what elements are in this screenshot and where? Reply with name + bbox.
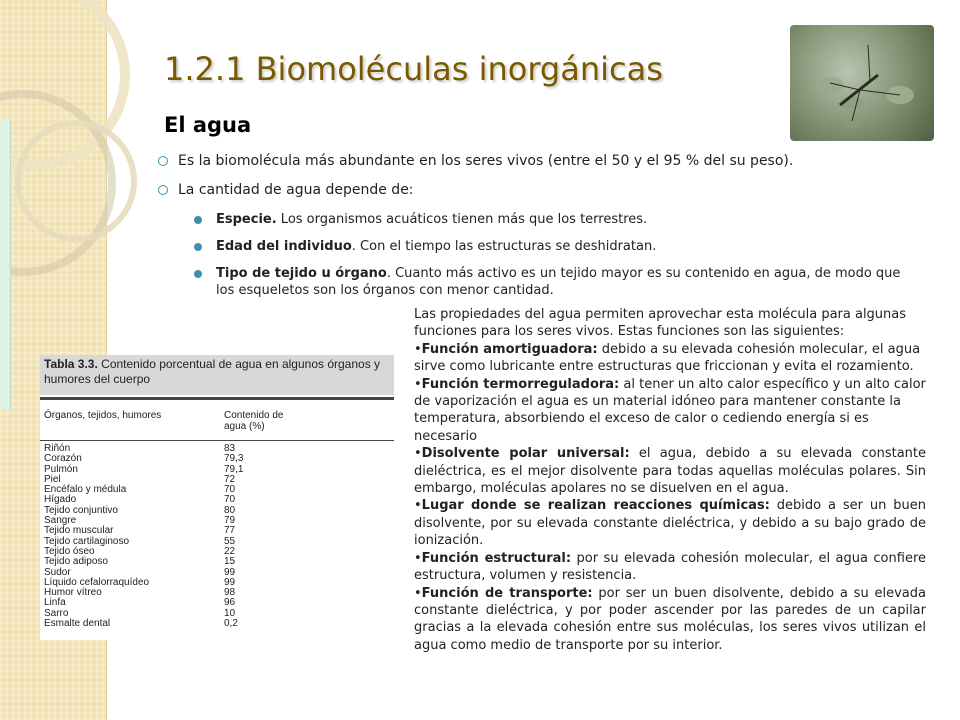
column-header-organ: Órganos, tejidos, humores: [44, 410, 162, 421]
sub-bullet-text: Los organismos acuáticos tienen más que los terrestres.: [276, 212, 648, 227]
water-strider-photo: [790, 25, 934, 141]
table-row: [44, 506, 390, 516]
sub-bullet-text: . Cuanto más activo es un tejido mayor es su contenido en agua, de modo que los esqueletos son los órganos con menor cantidad.: [216, 266, 901, 298]
sub-bullet-tejido: [216, 265, 906, 299]
table-row: [44, 485, 390, 495]
function-text: el agua, debido a su elevada constante dieléctrica, es el mejor disolvente para todas aquellas moléculas polares. Sin embargo, moléculas apolares no se disuelven en el agua.: [414, 446, 926, 497]
function-item: •Función amortiguadora: debido a su elevada cohesión molecular, el agua sirve como lubricante entre estructuras que friccionan y evita el rozamiento.: [414, 341, 921, 375]
section-subtitle: El agua: [164, 113, 252, 137]
table-row: [44, 537, 390, 547]
organ-cell: Tejido adiposo: [44, 556, 108, 568]
organ-cell: Sangre: [44, 515, 77, 527]
sub-bullet-term: Tipo de tejido u órgano: [216, 266, 387, 281]
value-cell: 79: [224, 515, 236, 527]
bullet-dot-icon: [194, 270, 202, 278]
table-row: [44, 619, 390, 629]
function-item: •Función estructural: por su elevada cohesión molecular, el agua confiere estructura, volumen y resistencia.: [414, 550, 926, 584]
sub-bullet-term: Especie.: [216, 212, 277, 227]
functions-text-block: [414, 306, 926, 654]
column-header-water: Contenido de agua (%): [224, 410, 284, 432]
value-cell: 83: [224, 443, 236, 454]
function-text: por ser un buen disolvente, debido a su elevada constante dieléctrica, y por poder ascender por las paredes de un capilar gracias a la elevada cohesión entre sus moléculas, los seres vivos utilizan el agua como medio de transporte por su interior.: [414, 585, 926, 653]
organ-cell: Tejido muscular: [44, 525, 114, 537]
function-title: Función termorreguladora:: [421, 376, 620, 392]
table-row: [44, 454, 390, 464]
table-caption-text: Contenido porcentual de agua en algunos órganos y humores del cuerpo: [44, 357, 381, 386]
bullet-dot-icon: [194, 216, 202, 224]
organ-cell: Tejido cartilaginoso: [44, 535, 130, 547]
bullet-circle-icon: [158, 156, 168, 166]
table-row: [44, 588, 390, 598]
value-cell: 10: [224, 607, 236, 619]
organ-cell: Encéfalo y médula: [44, 484, 127, 496]
decorative-green-strip: [0, 120, 11, 410]
table-row: [44, 557, 390, 567]
organ-cell: Tejido óseo: [44, 545, 95, 557]
bullet-depends: [178, 182, 414, 198]
organ-cell: Líquido cefalorraquídeo: [44, 576, 150, 588]
function-text: debido a ser un buen disolvente, por su elevada constante dieléctrica, y debido a su bajo grado de ionización.: [414, 498, 926, 549]
bullet-text: Es la biomolécula más abundante en los seres vivos (entre el 50 y el 95 % del su peso).: [178, 153, 794, 169]
table-caption: [40, 355, 394, 395]
value-cell: 98: [224, 587, 236, 599]
organ-cell: Corazón: [44, 453, 82, 465]
value-cell: 15: [224, 556, 236, 568]
organ-cell: Sarro: [44, 607, 69, 619]
bullet-dot-icon: [194, 243, 202, 251]
function-title: Función de transporte:: [421, 585, 593, 601]
organ-cell: Sudor: [44, 566, 71, 578]
organ-cell: Hígado: [44, 494, 77, 506]
table-row: [44, 444, 390, 454]
function-title: Lugar donde se realizan reacciones químicas:: [421, 498, 770, 514]
bullet-text: La cantidad de agua depende de:: [178, 182, 414, 198]
organ-cell: Pulmón: [44, 463, 78, 475]
bullet-abundance: [178, 153, 793, 169]
organ-cell: Humor vítreo: [44, 587, 102, 599]
value-cell: 77: [224, 525, 236, 537]
function-title: Disolvente polar universal:: [421, 446, 630, 462]
table-body: [40, 441, 394, 629]
value-cell: 0,2: [224, 618, 238, 630]
function-title: Función estructural:: [421, 550, 572, 566]
function-title: Función amortiguadora:: [421, 341, 598, 357]
bullet-circle-icon: [158, 185, 168, 195]
function-item: •Disolvente polar universal: el agua, debido a su elevada constante dieléctrica, es el mejor disolvente para todas aquellas moléculas polares. Sin embargo, moléculas apolares no se disuelven en el agua.: [414, 446, 926, 497]
value-cell: 55: [224, 535, 236, 547]
organ-cell: Tejido conjuntivo: [44, 504, 118, 516]
function-text: por su elevada cohesión molecular, el agua confiere estructura, volumen y resistencia.: [414, 550, 926, 584]
organ-cell: Piel: [44, 473, 61, 485]
table-row: [44, 598, 390, 608]
value-cell: 99: [224, 576, 236, 588]
table-label: Tabla 3.3.: [44, 357, 98, 371]
organ-cell: Esmalte dental: [44, 618, 111, 630]
organ-cell: Riñón: [44, 443, 71, 454]
value-cell: 72: [224, 473, 236, 485]
sub-bullet-term: Edad del individuo: [216, 239, 352, 254]
value-cell: 79,3: [224, 453, 244, 465]
value-cell: 70: [224, 484, 236, 496]
function-text: al tener un alto calor específico y un alto calor de vaporización el agua es un material idóneo para mantener constante la temperatura, absorbiendo el exceso de calor o cediendo energía si es necesario: [414, 376, 926, 444]
value-cell: 99: [224, 566, 236, 578]
functions-intro: Las propiedades del agua permiten aprovechar esta molécula para algunas funciones para los seres vivos. Estas funciones son las siguientes:: [414, 307, 907, 340]
value-cell: 22: [224, 545, 236, 557]
value-cell: 80: [224, 504, 236, 516]
organ-cell: Linfa: [44, 597, 66, 609]
function-item: •Función termorreguladora: al tener un alto calor específico y un alto calor de vaporización el agua es un material idóneo para mantener constante la temperatura, absorbiendo el exceso de calor o cediendo energía si es necesario: [414, 376, 926, 444]
page-title: 1.2.1 Biomoléculas inorgánicas: [164, 50, 663, 88]
function-text: debido a su elevada cohesión molecular, el agua sirve como lubricante entre estructuras que friccionan y evita el rozamiento.: [414, 341, 921, 375]
table-header: [40, 400, 394, 441]
sub-bullet-text: . Con el tiempo las estructuras se deshidratan.: [351, 239, 657, 254]
water-content-table: [40, 355, 394, 640]
function-item: •Función de transporte: por ser un buen disolvente, debido a su elevada constante dieléctrica, y por poder ascender por las paredes de un capilar gracias a la elevada cohesión entre sus moléculas, los seres vivos utilizan el agua como medio de transporte por su interior.: [414, 585, 926, 653]
function-item: •Lugar donde se realizan reacciones químicas: debido a ser un buen disolvente, por su elevada constante dieléctrica, y debido a su bajo grado de ionización.: [414, 498, 926, 549]
value-cell: 79,1: [224, 463, 244, 475]
value-cell: 70: [224, 494, 236, 506]
table-row: [44, 465, 390, 475]
value-cell: 96: [224, 597, 236, 609]
sub-bullet-especie: [216, 211, 916, 228]
sub-bullet-edad: [216, 238, 916, 255]
decorative-swirl: [15, 120, 137, 242]
